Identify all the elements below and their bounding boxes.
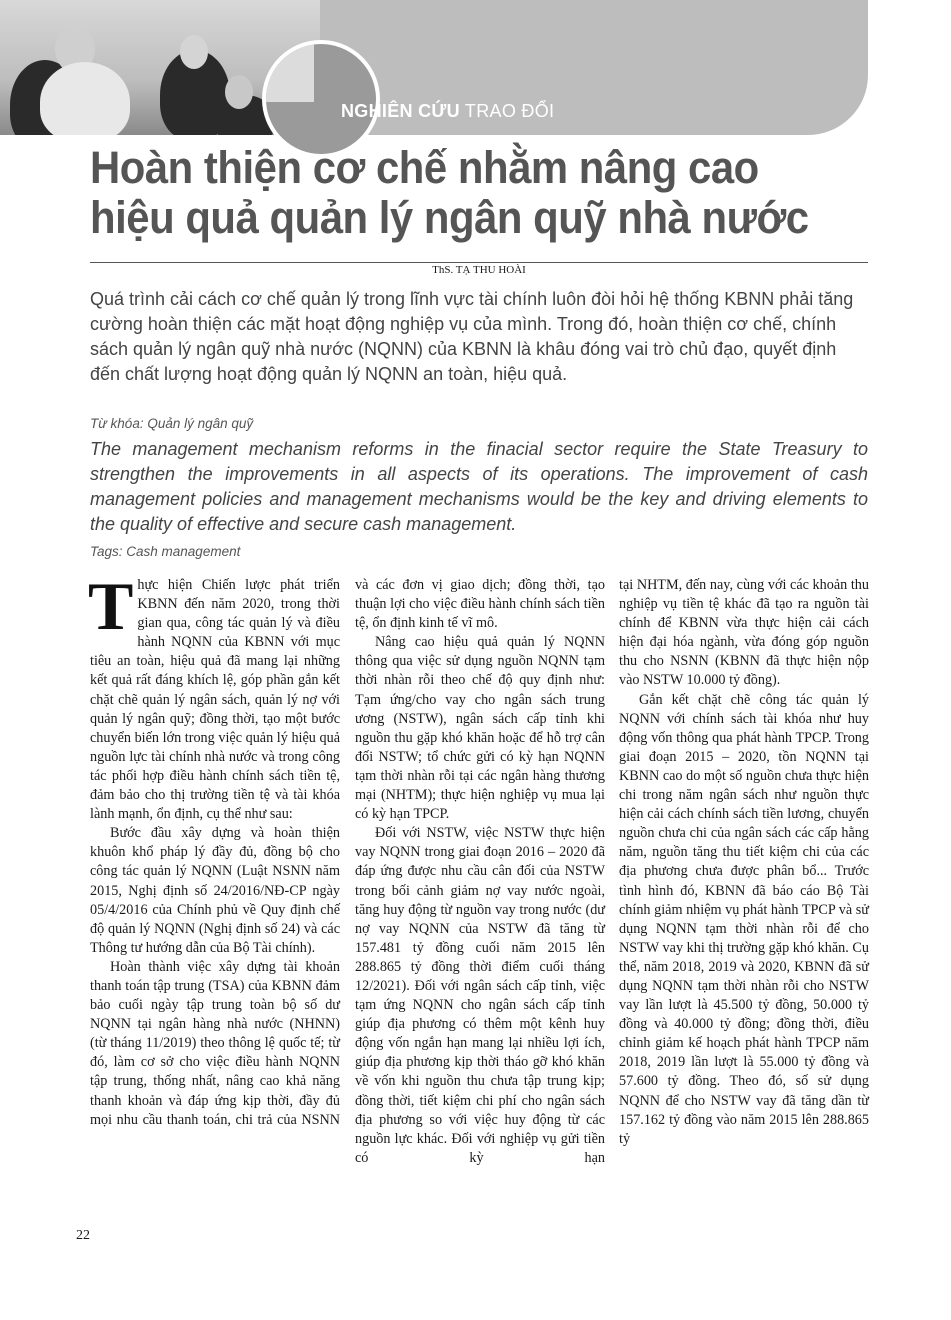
photo-face	[225, 75, 253, 109]
title-divider	[90, 262, 868, 263]
tags-en: Tags: Cash management	[90, 544, 241, 559]
article-title: Hoàn thiện cơ chế nhằm nâng cao hiệu quả quản lý ngân quỹ nhà nước	[90, 142, 809, 243]
abstract-vi: Quá trình cải cách cơ chế quản lý trong lĩnh vực tài chính luôn đòi hỏi hệ thống KBNN phải tăng cường hoàn thiện các mặt hoạt động nghiệp vụ của mình. Trong đó, hoàn thiện cơ chế, chính sách quản lý ngân quỹ nhà nước (NQNN) của KBNN là khâu đóng vai trò chủ đạo, quyết định đến chất lượng hoạt động quản lý NQNN an toàn, hiệu quả.	[90, 289, 854, 384]
body-column-3	[619, 576, 869, 1149]
paragraph: hực hiện Chiến lược phát triển KBNN đến năm 2020, trong thời gian qua, công tác quản lý và điều hành NQNN của KBNN với mục tiêu an toàn, hiệu quả đã mang lại những kết quả rất đáng khích lệ, góp phần gắn kết chặt chẽ quản lý ngân sách, quản lý nợ với quản lý ngân quỹ; đồng thời, tạo một bước chuyển biến lớn trong việc quản lý hiệu quả nguồn lực tài chính nhà nước và trong công tác phối hợp điều hành chính sách tiền tệ, đảm bảo cho thị trường tiền tệ và tài khóa lành mạnh, ổn định, cụ thể như sau:	[90, 577, 340, 823]
portrait-circle	[262, 40, 380, 158]
keywords-vi: Từ khóa: Quản lý ngân quỹ	[90, 416, 254, 431]
paragraph: Bước đầu xây dựng và hoàn thiện khuôn khổ pháp lý đầy đủ, đồng bộ cho công tác quản lý NQNN (Luật NSNN năm 2015, Nghị định số 24/2016/NĐ-CP ngày 05/4/2016 của Chính phủ về Quy định chế độ quản lý NQNN (Nghị định số 24) và các Thông tư hướng dẫn của Bộ Tài chính).	[90, 825, 340, 956]
paragraph: Nâng cao hiệu quả quản lý NQNN thông qua việc sử dụng nguồn NQNN tạm thời nhàn rỗi theo chế độ quy định như: Tạm ứng/cho vay cho ngân sách trung ương (NSTW), ngân sách cấp tỉnh khi nguồn thu gặp khó khăn hoặc để hỗ trợ cân đối NSTW; tổ chức gửi có kỳ hạn NQNN tạm thời nhàn rỗi tại các ngân hàng thương mại (NHTM); thực hiện nghiệp vụ mua lại có kỳ hạn TPCP.	[355, 634, 605, 823]
paragraph: Hoàn thành việc xây dựng tài khoản thanh toán tập trung (TSA) của KBNN đảm bảo cuối ngày tập trung toàn bộ số dư NQNN tại ngân hàng nhà nước (NHNN) (từ tháng 11/2019) theo thông lệ quốc tế; từ đó, làm cơ sở cho việc điều hành NQNN tập trung, thống nhất, nâng cao khả năng thanh khoản và đáp ứng kịp thời, đầy đủ mọi nhu cầu thanh toán, chi trả của NSNN	[90, 958, 340, 1128]
drop-cap: T	[88, 568, 134, 644]
body-column-2	[355, 576, 605, 1168]
author: ThS. TẠ THU HOÀI	[432, 264, 526, 276]
paragraph: Gắn kết chặt chẽ công tác quản lý NQNN với chính sách tài khóa như huy động vốn thông qua phát hành TPCP. Trong giai đoạn 2015 – 2020, tồn NQNN tại KBNN cao do một số nguồn chưa thực hiện chi trong năm ngân sách như nguồn thực hiện cải cách chính sách tiền lương, chuyển nguồn chưa chi của ngân sách các cấp hằng năm, nguồn tăng thu tiết kiệm chi của các địa phương chưa được phân bổ... Trước tình hình đó, KBNN đã báo cáo Bộ Tài chính giảm nhiệm vụ phát hành TPCP và sử dụng NQNN tạm thời nhàn rỗi để cho NSTW vay khi thị trường gặp khó khăn. Cụ thể, năm 2018, 2019 và 2020, KBNN đã sử dụng NQNN tạm thời nhàn rỗi cho NSTW vay lần lượt là 45.500 tỷ đồng, 50.000 tỷ đồng và 40.000 tỷ đồng; đồng thời, điều chỉnh giảm kế hoạch phát hành TPCP năm 2018, 2019 lần lượt là 55.000 tỷ đồng và 57.600 tỷ đồng. Theo đó, số sử dụng NQNN để cho NSTW vay đã tăng dần từ 157.162 tỷ đồng vào năm 2015 lên 288.865 tỷ	[619, 691, 869, 1147]
abstract-en: The management mechanism reforms in the finacial sector require the State Treasury to strengthen the improvements in all aspects of its operations. The improvement of cash management policies and management mechanisms would be the key and driving elements to the quality of effective and secure cash management.	[90, 439, 868, 534]
body-column-1	[88, 568, 340, 1130]
paragraph: tại NHTM, đến nay, cùng với các khoản thu nghiệp vụ tiền tệ khác đã tạo ra nguồn tài chính để KBNN vừa thực hiện cải cách hiện đại hóa ngành, vừa đóng góp nguồn thu cho NSNN (KBNN đã thực hiện nộp vào NSTW 10.000 tỷ đồng).	[619, 577, 869, 689]
section-label-light: TRAO ĐỔI	[464, 101, 555, 121]
paragraph: Đối với NSTW, việc NSTW thực hiện vay NQNN trong giai đoạn 2016 – 2020 đã đáp ứng được nhu cầu cân đối của NSTW trong bối cảnh giảm nợ vay nước ngoài, tăng huy động từ nguồn vay trong nước (dư nợ vay NQNN của NSTW đã tăng từ 157.481 tỷ đồng cuối năm 2015 lên 288.865 tỷ đồng thời điểm cuối tháng 12/2021). Đối với ngân sách cấp tỉnh, việc tạm ứng NQNN cho ngân sách cấp tỉnh giúp địa phương có thêm một kênh huy động vốn ngắn hạn mang lại nhiều lợi ích, giúp địa phương kịp thời tháo gỡ khó khăn về vốn khi nguồn thu chưa tập trung kịp; đồng thời, tiết kiệm chi phí cho ngân sách địa phương so với việc huy động từ các nguồn lực khác. Đối với nghiệp vụ gửi tiền có kỳ hạn	[355, 825, 605, 1166]
paragraph: và các đơn vị giao dịch; đồng thời, tạo thuận lợi cho việc điều hành chính sách tiền tệ, ổn định kinh tế vĩ mô.	[355, 577, 605, 632]
page-number: 22	[76, 1228, 90, 1243]
photo-face	[180, 35, 208, 69]
photo-person	[40, 62, 130, 135]
section-label	[341, 101, 554, 122]
section-label-bold: NGHIÊN CỨU	[341, 101, 460, 121]
